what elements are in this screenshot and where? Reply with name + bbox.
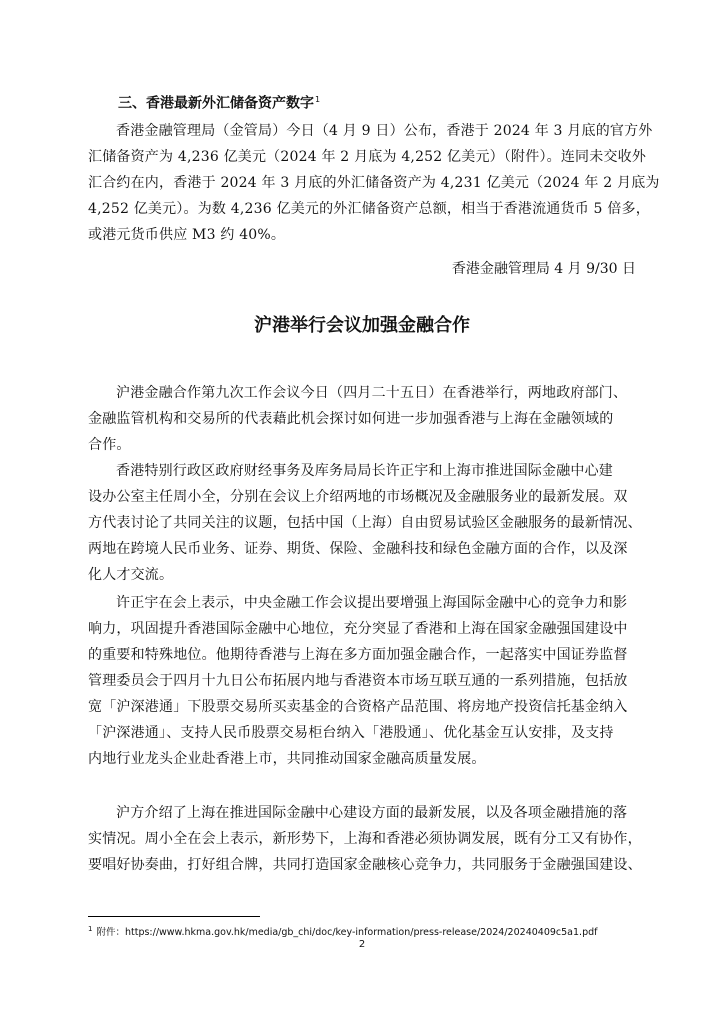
paragraph-line: 汇合约在内，香港于 2024 年 3 月底的外汇储备资产为 4,231 亿美元（2024 年 2 月底为 xyxy=(88,175,660,191)
paragraph-line: 「沪深港通」、支持人民币股票交易柜台纳入「港股通」、优化基金互认安排，及支持 xyxy=(88,725,614,741)
paragraph-line: 香港金融管理局（金管局）今日（4 月 9 日）公布，香港于 2024 年 3 月底的官方外 xyxy=(116,123,653,139)
article-paragraph-3 xyxy=(88,590,640,772)
footnote-divider xyxy=(88,916,260,917)
paragraph-line: 汇储备资产为 4,236 亿美元（2024 年 2 月底为 4,252 亿美元）（附件）。连同未交收外 xyxy=(88,149,647,165)
paragraph-line: 沪港金融合作第九次工作会议今日（四月二十五日）在香港举行，两地政府部门、 xyxy=(116,385,628,401)
section-heading-text: 三、香港最新外汇储备资产数字 xyxy=(118,95,314,112)
paragraph-line: 内地行业龙头企业赴香港上市，共同推动国家金融高质量发展。 xyxy=(88,751,486,767)
footnote-reference[interactable]: 1 xyxy=(315,95,321,104)
footnote-marker: 1 xyxy=(88,925,93,933)
paragraph-line: 沪方介绍了上海在推进国际金融中心建设方面的最新发展，以及各项金融措施的落 xyxy=(116,805,628,821)
paragraph-line: 香港特别行政区政府财经事务及库务局局长许正宇和上海市推进国际金融中心建 xyxy=(116,463,613,479)
paragraph-line: 方代表讨论了共同关注的议题，包括中国（上海）自由贸易试验区金融服务的最新情况、 xyxy=(88,515,642,531)
paragraph-line: 4,252 亿美元）。为数 4,236 亿美元的外汇储备资产总额，相当于香港流通货币 5 倍多， xyxy=(88,201,650,217)
paragraph-line: 管理委员会于四月十九日公布拓展内地与香港资本市场互联互通的一系列措施，包括放 xyxy=(88,673,628,689)
article-paragraph-1 xyxy=(88,380,640,458)
article-paragraph-2 xyxy=(88,458,640,588)
paragraph-line: 响力，巩固提升香港国际金融中心地位，充分突显了香港和上海在国家金融强国建设中 xyxy=(88,621,628,637)
paragraph-line: 实情况。周小全在会上表示，新形势下，上海和香港必须协调发展，既有分工又有协作， xyxy=(88,831,642,847)
article-paragraph-4 xyxy=(88,800,640,878)
paragraph-line: 两地在跨境人民币业务、证券、期货、保险、金融科技和绿色金融方面的合作，以及深 xyxy=(88,541,628,557)
paragraph-line: 的重要和特殊地位。他期待香港与上海在多方面加强金融合作，一起落实中国证券监督 xyxy=(88,647,628,663)
section-heading xyxy=(118,90,320,114)
page-number: 2 xyxy=(358,939,366,950)
reserve-paragraph xyxy=(88,118,660,248)
paragraph-line: 要唱好协奏曲，打好组合牌，共同打造国家金融核心竞争力，共同服务于金融强国建设、 xyxy=(88,857,642,873)
article-title: 沪港举行会议加强金融合作 xyxy=(254,315,470,336)
paragraph-line: 宽「沪深港通」下股票交易所买卖基金的合资格产品范围、将房地产投资信托基金纳入 xyxy=(88,699,628,715)
paragraph-line: 金融监管机构和交易所的代表藉此机会探讨如何进一步加强香港与上海在金融领域的 xyxy=(88,411,614,427)
paragraph-line: 或港元货币供应 M3 约 40%。 xyxy=(88,227,286,243)
paragraph-line: 化人才交流。 xyxy=(88,567,174,583)
paragraph-line: 许正宇在会上表示，中央金融工作会议提出要增强上海国际金融中心的竞争力和影 xyxy=(116,595,628,611)
signature: 香港金融管理局 4 月 9/30 日 xyxy=(451,261,636,277)
paragraph-line: 设办公室主任周小全，分别在会议上介绍两地的市场概况及金融服务业的最新发展。双 xyxy=(88,489,628,505)
footnote-link[interactable]: 附件：https://www.hkma.gov.hk/media/gb_chi/doc/key-information/press-release/2024/20240409c5a1.pdf xyxy=(96,927,598,939)
paragraph-line: 合作。 xyxy=(88,437,131,453)
